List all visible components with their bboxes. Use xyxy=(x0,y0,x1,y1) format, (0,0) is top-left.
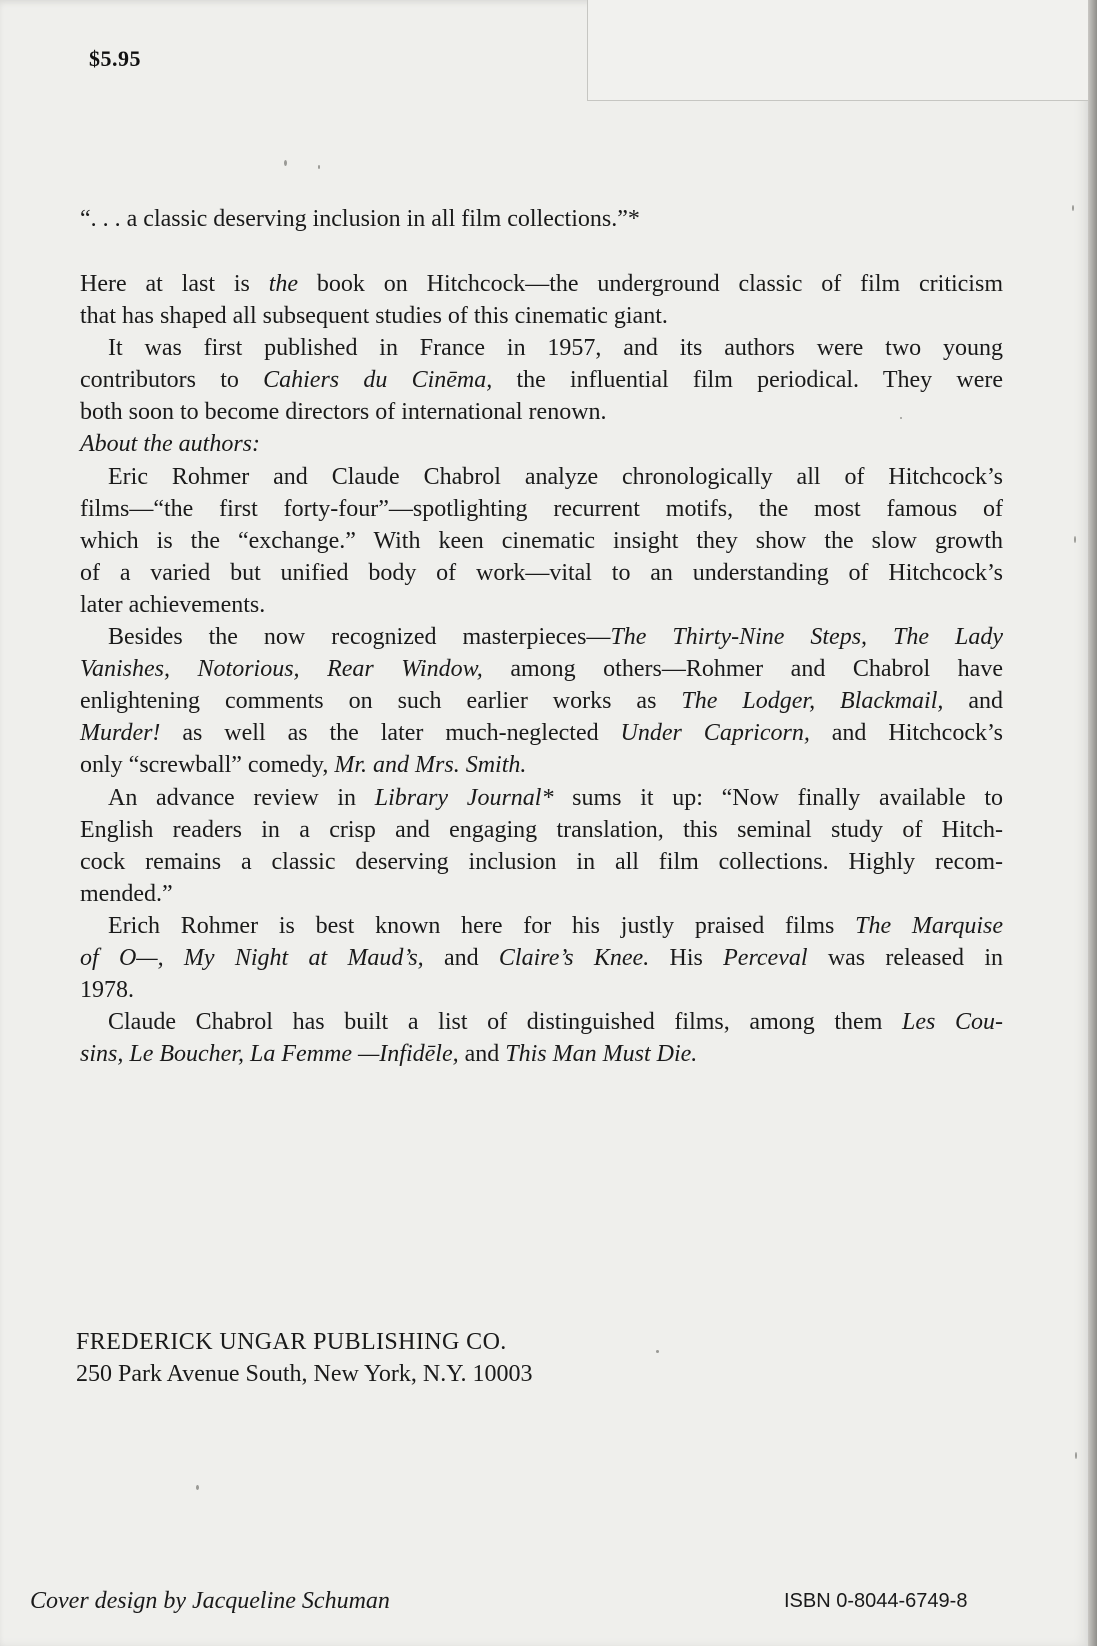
text-line: Claude Chabrol has built a list of distinguished films, among them Les Cou- xyxy=(108,1009,1003,1036)
text-line: An advance review in Library Journal* sums it up: “Now finally available to xyxy=(108,784,1003,811)
cover-design-credit: Cover design by Jacqueline Schuman xyxy=(30,1588,390,1614)
isbn-number: ISBN 0-8044-6749-8 xyxy=(784,1590,968,1612)
text-line: films—“the first forty-four”—spotlighting recurrent motifs, the most famous of xyxy=(80,495,1003,522)
text-line: It was first published in France in 1957, and its authors were two young xyxy=(108,335,1003,362)
text-line: Eric Rohmer and Claude Chabrol analyze chronologically all of Hitchcock’s xyxy=(108,463,1003,490)
wear-speck xyxy=(656,1350,659,1353)
text-line: sins, Le Boucher, La Femme —Infidēle, and This Man Must Die. xyxy=(80,1041,698,1068)
paragraph-intro xyxy=(80,268,1003,332)
wear-speck xyxy=(284,160,287,166)
text-line: of O—, My Night at Maud’s, and Claire’s Knee. His Perceval was released in xyxy=(80,944,1004,971)
wear-speck xyxy=(318,165,320,169)
text-line: contributors to Cahiers du Cinēma, the influential film periodical. They were xyxy=(80,367,1003,394)
text-line: only “screwball” comedy, Mr. and Mrs. Smith. xyxy=(80,752,527,779)
cover-edge xyxy=(1088,0,1097,1646)
text-line: that has shaped all subsequent studies of this cinematic giant. xyxy=(80,303,668,330)
blurb-body xyxy=(80,268,1003,1070)
text-line: cock remains a classic deserving inclusion in all film collections. Highly recom- xyxy=(80,848,1003,875)
publisher-name: FREDERICK UNGAR PUBLISHING CO. xyxy=(76,1329,507,1355)
paragraph-chabrol xyxy=(80,1006,1003,1070)
wear-speck xyxy=(1074,536,1076,543)
text-line: English readers in a crisp and engaging translation, this seminal study of Hitch- xyxy=(80,816,1003,843)
wear-speck xyxy=(1072,205,1074,211)
text-line: Besides the now recognized masterpieces—The Thirty-Nine Steps, The Lady xyxy=(108,624,1003,651)
text-line: Here at last is the book on Hitchcock—the underground classic of film criticism xyxy=(80,271,1003,297)
publisher-block xyxy=(76,1326,532,1390)
wear-speck xyxy=(900,417,902,419)
text-line: mended.” xyxy=(80,880,173,907)
wear-speck xyxy=(196,1485,199,1490)
text-line: Vanishes, Notorious, Rear Window, among others—Rohmer and Chabrol have xyxy=(80,656,1003,683)
publisher-address: 250 Park Avenue South, New York, N.Y. 10003 xyxy=(76,1361,533,1387)
text-line: later achievements. xyxy=(80,591,266,618)
paragraph-analysis xyxy=(80,461,1003,621)
text-line: Murder! as well as the later much-neglected Under Capricorn, and Hitchcock’s xyxy=(80,720,1003,747)
price-sticker-outline xyxy=(587,0,1089,101)
text-line: both soon to become directors of international renown. xyxy=(80,399,607,426)
price-label: $5.95 xyxy=(89,46,141,71)
text-line: Erich Rohmer is best known here for his justly praised films The Marquise xyxy=(108,912,1003,939)
about-authors-heading: About the authors: xyxy=(80,431,260,458)
text-line: of a varied but unified body of work—vital to an understanding of Hitchcock’s xyxy=(80,559,1003,586)
paragraph-masterpieces xyxy=(80,621,1003,781)
text-line: enlightening comments on such earlier works as The Lodger, Blackmail, and xyxy=(80,688,1004,715)
text-line: which is the “exchange.” With keen cinematic insight they show the slow growth xyxy=(80,527,1003,554)
pull-quote: “. . . a classic deserving inclusion in all film collections.”* xyxy=(80,206,640,232)
paragraph-rohmer xyxy=(80,910,1003,1006)
paragraph-review xyxy=(80,782,1003,910)
paragraph-history xyxy=(80,332,1003,428)
text-line: 1978. xyxy=(80,977,134,1004)
wear-speck xyxy=(1075,1452,1077,1459)
